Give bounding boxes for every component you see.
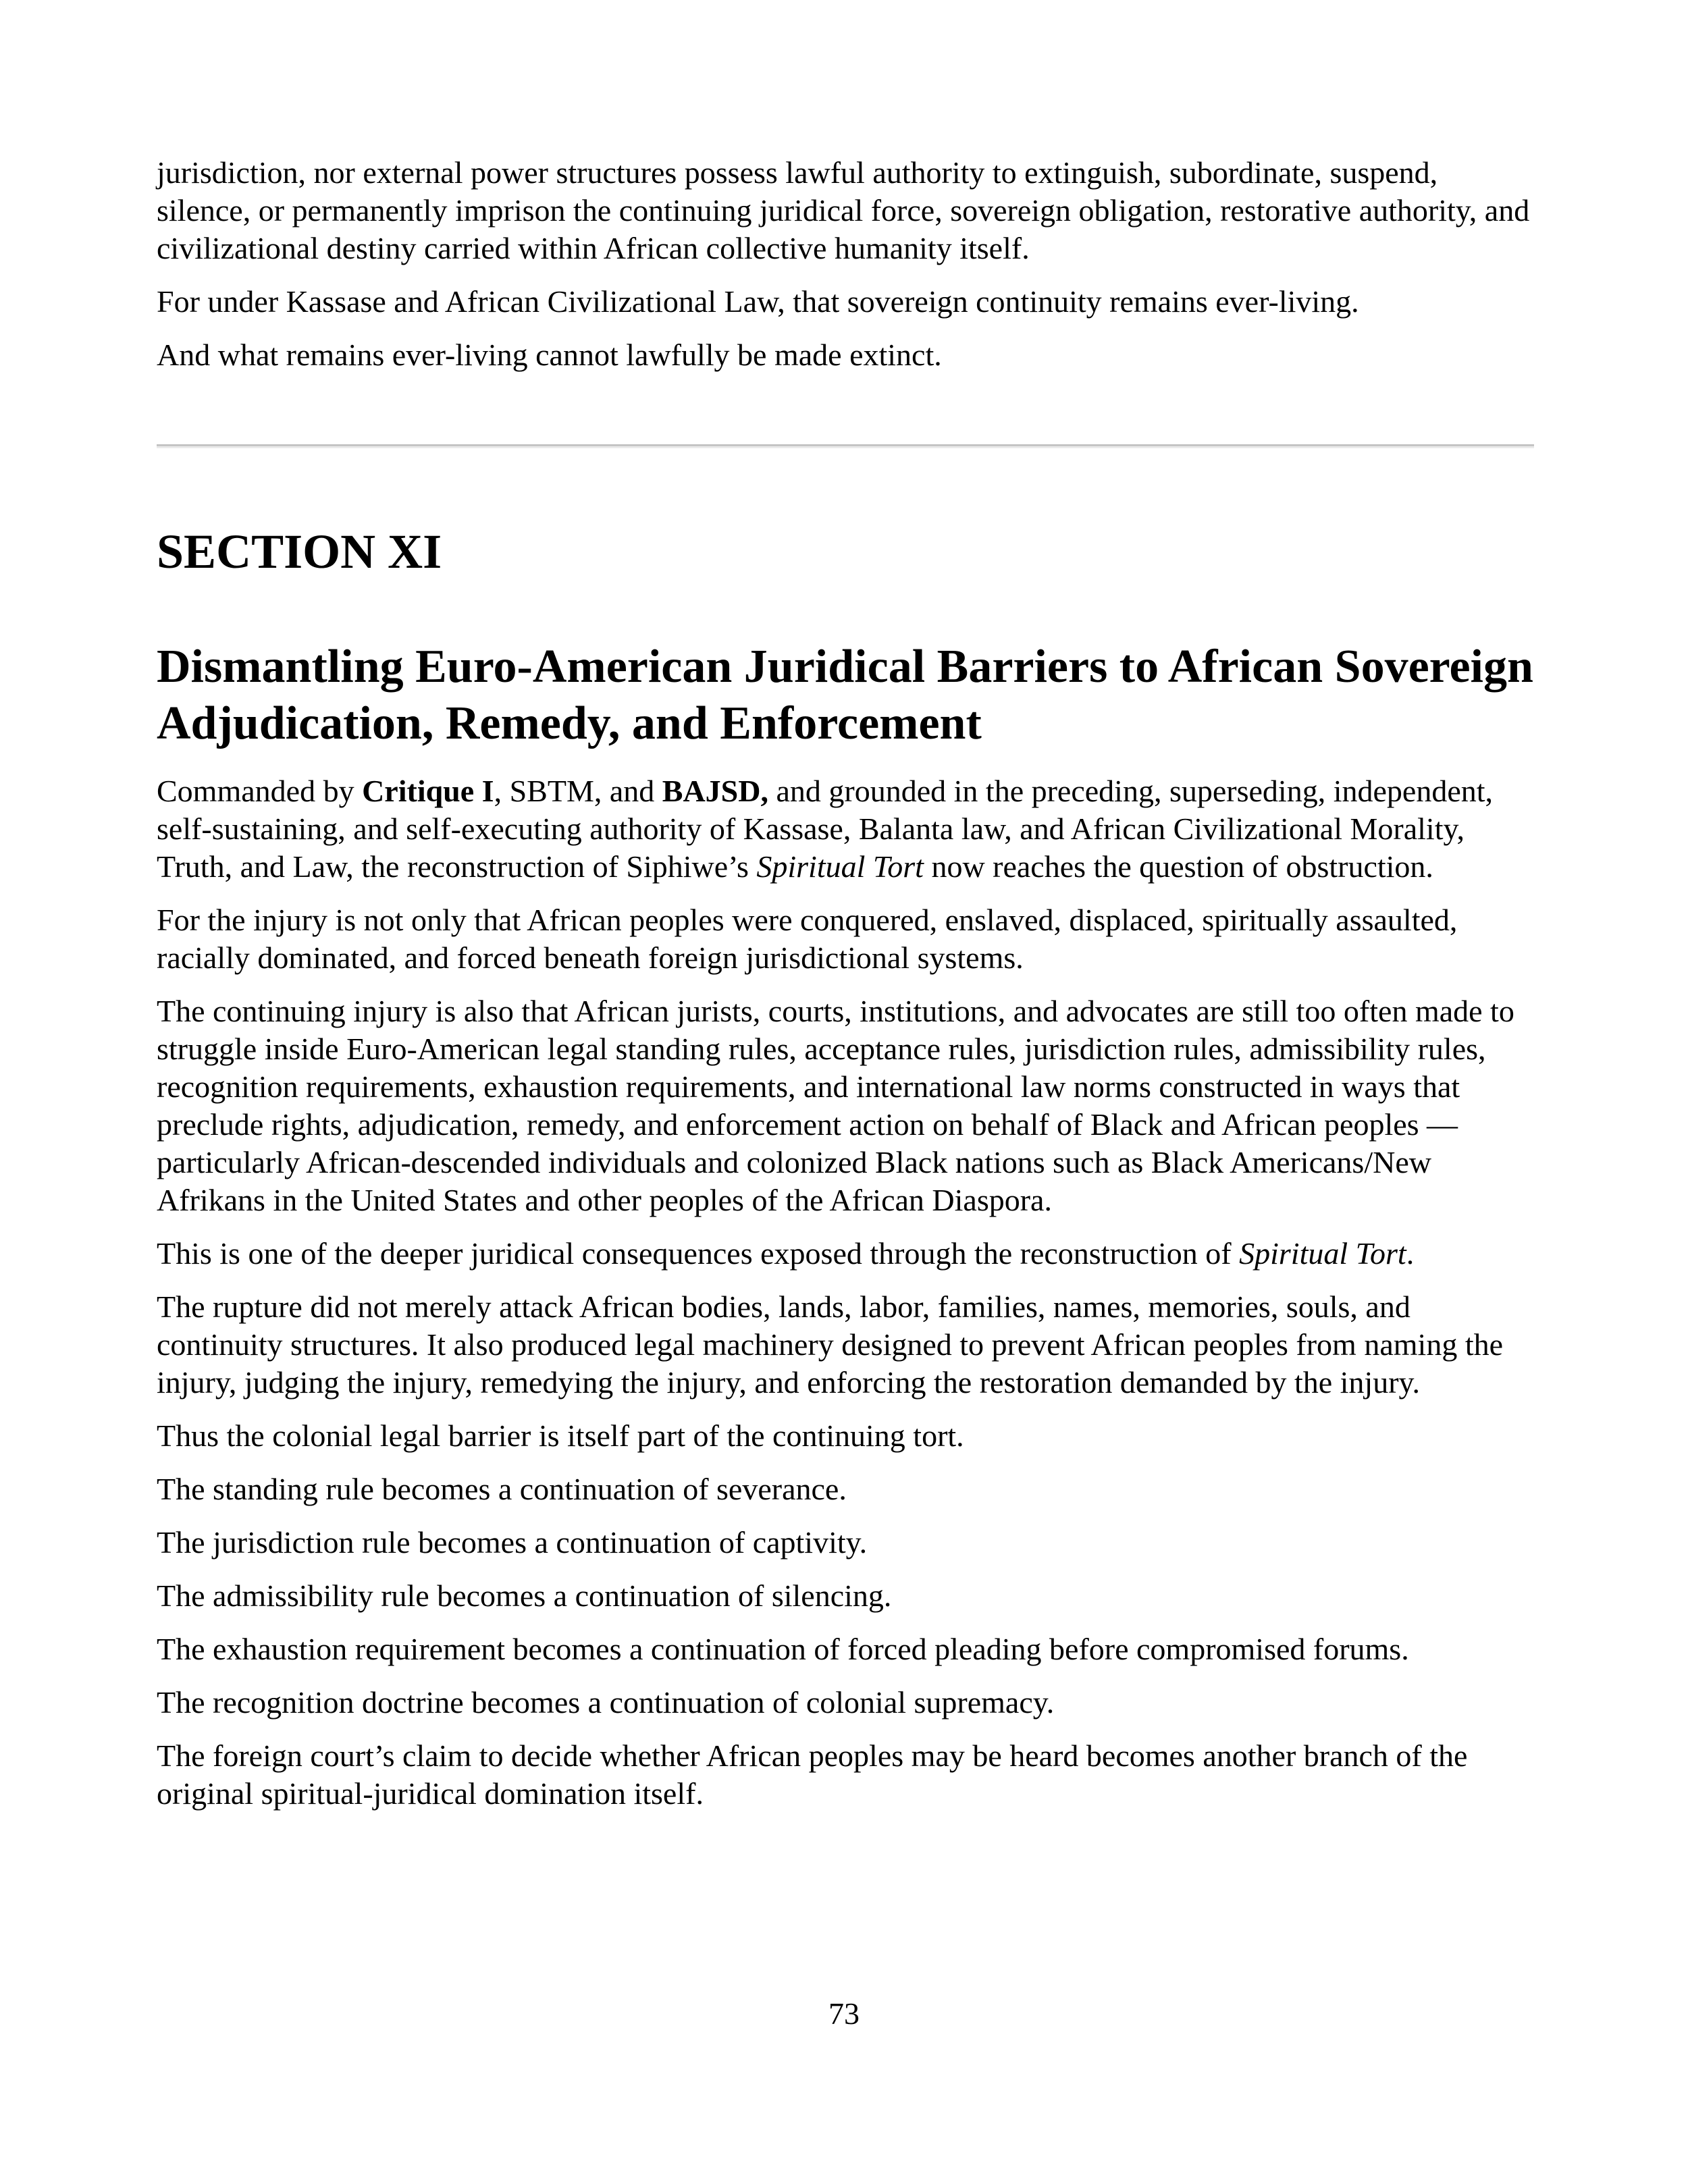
- intro-paragraph: [157, 772, 1534, 886]
- paragraph: The continuing injury is also that African jurists, courts, institutions, and advocates are still too often made to struggle inside Euro-American legal standing rules, acceptance rules, jurisdiction rules, admissibility rules, recognition requirements, exhaustion requirements, and international law norms constructed in ways that preclude rights, adjudication, remedy, and enforcement action on behalf of Black and African peoples — particularly African-descended individuals and colonized Black nations such as Black Americans/New Afrikans in the United States and other peoples of the African Diaspora.: [157, 994, 1514, 1217]
- paragraph: For under Kassase and African Civilizational Law, that sovereign continuity remains ever-living.: [157, 284, 1359, 319]
- paragraph: The recognition doctrine becomes a continuation of colonial supremacy.: [157, 1685, 1055, 1720]
- paragraph: For the injury is not only that African peoples were conquered, enslaved, displaced, spiritually assaulted, racially dominated, and forced beneath foreign jurisdictional systems.: [157, 903, 1458, 975]
- spiritual-tort-italic: Spiritual Tort: [756, 849, 924, 884]
- paragraph-text: .: [1406, 1236, 1415, 1271]
- page-body: [157, 154, 1534, 1828]
- paragraph: jurisdiction, nor external power structures possess lawful authority to extinguish, subordinate, suspend, silence, or permanently imprison the continuing juridical force, sovereign obligation, restorative authority, and civilizational destiny carried within African collective humanity itself.: [157, 155, 1530, 265]
- paragraph: The exhaustion requirement becomes a continuation of forced pleading before compromised forums.: [157, 1632, 1409, 1666]
- spiritual-tort-italic: Spiritual Tort: [1239, 1236, 1406, 1271]
- paragraph: And what remains ever-living cannot lawfully be made extinct.: [157, 338, 942, 372]
- paragraph: The jurisdiction rule becomes a continuation of captivity.: [157, 1525, 868, 1560]
- paragraph: The standing rule becomes a continuation of severance.: [157, 1472, 847, 1506]
- intro-text: and grounded in the preceding, superseding, independent, self-sustaining, and self-executing authority of Kassase, Balanta law, and African Civilizational Morality, Truth, and Law, the reconstruction of Siphiwe’s: [157, 774, 1494, 884]
- intro-text: Commanded by: [157, 774, 363, 808]
- paragraph: The rupture did not merely attack African bodies, lands, labor, families, names, memories, souls, and continuity structures. It also produced legal machinery designed to prevent African peoples from naming the injury, judging the injury, remedying the injury, and enforcing the restoration demanded by the injury.: [157, 1289, 1504, 1400]
- page-number: 73: [828, 1996, 860, 2031]
- paragraph: The admissibility rule becomes a continuation of silencing.: [157, 1578, 892, 1613]
- paragraph: [157, 1235, 1534, 1273]
- bajsd-bold: BAJSD,: [662, 774, 768, 808]
- horizontal-rule: [157, 444, 1534, 448]
- intro-text: now reaches the question of obstruction.: [923, 849, 1433, 884]
- critique-bold: Critique I: [362, 774, 494, 808]
- paragraph: Thus the colonial legal barrier is itself part of the continuing tort.: [157, 1418, 964, 1453]
- paragraph: The foreign court’s claim to decide whether African peoples may be heard becomes another branch of the original spiritual-juridical domination itself.: [157, 1738, 1468, 1811]
- section-heading: SECTION XI: [157, 525, 442, 579]
- section-title: Dismantling Euro-American Juridical Barriers to African Sovereign Adjudication, Remedy, and Enforcement: [157, 641, 1533, 749]
- intro-text: , SBTM, and: [494, 774, 662, 808]
- paragraph-text: This is one of the deeper juridical consequences exposed through the reconstruction of: [157, 1236, 1240, 1271]
